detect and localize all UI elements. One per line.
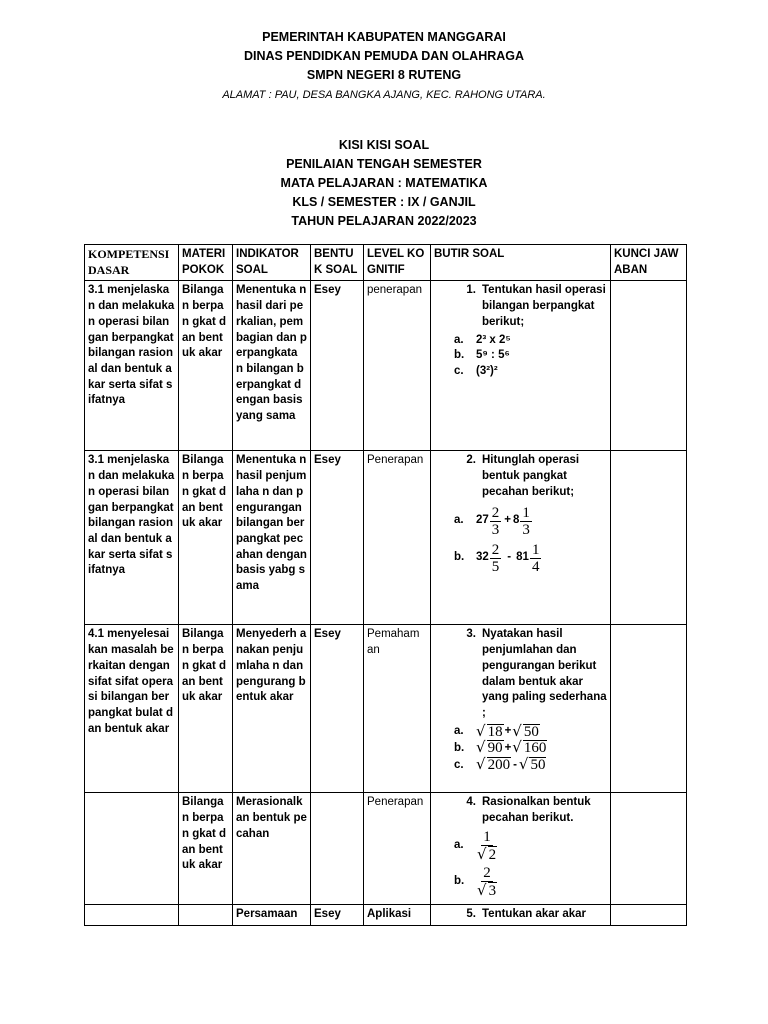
indikator-cell: Merasionalk an bentuk pecahan bbox=[233, 793, 311, 905]
fraction-denominator-radical: √ 3 bbox=[477, 880, 497, 899]
option-item bbox=[454, 505, 607, 538]
indikator-cell: Menyederh anakan penjumlaha n dan pengurang bentuk akar bbox=[233, 625, 311, 793]
question-options bbox=[434, 829, 607, 899]
level-kognitif-cell: Aplikasi bbox=[364, 905, 431, 926]
question-text: Hitunglah operasi bentuk pangkat pecahan berikut; bbox=[482, 454, 580, 498]
materi-pokok-cell: Bilanga n berpan gkat dan bentuk akar bbox=[179, 625, 233, 793]
option-label: c. bbox=[454, 758, 464, 771]
level-kognitif-cell: Pemaham an bbox=[364, 625, 431, 793]
option-label: a. bbox=[454, 725, 464, 738]
question-number: 3. bbox=[466, 628, 476, 641]
bentuk-soal-cell: Esey bbox=[311, 281, 364, 451]
level-kognitif-cell: penerapan bbox=[364, 281, 431, 451]
doc-subtitle-subject: MATA PELAJARAN : MATEMATIKA bbox=[280, 176, 488, 190]
question-number: 2. bbox=[466, 454, 476, 467]
fraction-denominator: 3 bbox=[522, 521, 530, 538]
option-operator: + bbox=[504, 741, 512, 754]
option-label: a. bbox=[454, 333, 464, 346]
fraction-denominator-radical: √ 2 bbox=[477, 844, 497, 863]
materi-pokok-cell: Bilanga n berpan gkat dan bentuk akar bbox=[179, 451, 233, 625]
butir-soal-cell bbox=[431, 281, 611, 451]
fraction-denominator: 4 bbox=[531, 558, 540, 575]
kunci-jawaban-cell bbox=[611, 905, 687, 926]
radical-expression: √ 160 bbox=[512, 738, 547, 757]
option-label: b. bbox=[454, 874, 465, 887]
doc-subtitle-assessment: PENILAIAN TENGAH SEMESTER bbox=[286, 157, 482, 171]
butir-soal-cell bbox=[431, 625, 611, 793]
level-kognitif-cell: Penerapan bbox=[364, 793, 431, 905]
option-label: b. bbox=[454, 349, 465, 362]
bentuk-soal-cell: Esey bbox=[311, 625, 364, 793]
header-address: ALAMAT : PAU, DESA BANGKA AJANG, KEC. RAHONG UTARA. bbox=[222, 89, 546, 101]
option-expression: (3²)² bbox=[476, 364, 498, 377]
fraction-numerator: 2 bbox=[491, 504, 500, 521]
option-item bbox=[454, 757, 607, 774]
radical-expression: √ 50 bbox=[518, 755, 546, 774]
header-indikator-soal: INDIKATOR SOAL bbox=[233, 245, 311, 281]
kunci-jawaban-cell bbox=[611, 451, 687, 625]
header-kunci-jawaban: KUNCI JAWABAN bbox=[611, 245, 687, 281]
question-item bbox=[434, 283, 607, 330]
header-bentuk-soal: BENTU K SOAL bbox=[311, 245, 364, 281]
doc-subtitle-class: KLS / SEMESTER : IX / GANJIL bbox=[292, 195, 476, 209]
option-item bbox=[454, 829, 607, 863]
option-base: 8 bbox=[513, 514, 520, 527]
option-operator: - bbox=[507, 551, 512, 564]
option-item bbox=[454, 333, 607, 349]
header-government: PEMERINTAH KABUPATEN MANGGARAI bbox=[262, 30, 506, 44]
indikator-cell: Menentuka n hasil penjumlaha n dan pengurangan bilangan berpangkat pecahan dengan basis yabg sama bbox=[233, 451, 311, 625]
question-item bbox=[434, 907, 607, 923]
option-expression: 2³ x 2⁵ bbox=[476, 333, 511, 346]
fraction-exponent bbox=[520, 505, 532, 538]
option-label: b. bbox=[454, 741, 465, 754]
table-row bbox=[85, 625, 687, 793]
question-text: Tentukan hasil operasi bilangan berpangkat berikut; bbox=[482, 284, 606, 328]
question-options bbox=[434, 721, 607, 774]
kisi-kisi-table bbox=[84, 244, 687, 926]
option-item bbox=[454, 348, 607, 364]
materi-pokok-cell: Bilanga n berpan gkat dan bentuk akar bbox=[179, 281, 233, 451]
kompetensi-dasar-cell: 4.1 menyelesaikan masalah berkaitan dengan sifat sifat operasi bilangan berpangkat bulat dan bentuk akar bbox=[85, 625, 179, 793]
fraction-exponent bbox=[490, 505, 502, 538]
fraction-numerator: 2 bbox=[483, 864, 491, 881]
fraction-denominator: 3 bbox=[491, 521, 500, 538]
fraction-numerator: 1 bbox=[522, 504, 530, 521]
bentuk-soal-cell bbox=[311, 793, 364, 905]
header-butir-soal: BUTIR SOAL bbox=[431, 245, 611, 281]
table-row bbox=[85, 281, 687, 451]
fraction-exponent bbox=[490, 542, 502, 575]
fraction-numerator: 1 bbox=[483, 828, 491, 845]
bentuk-soal-cell: Esey bbox=[311, 451, 364, 625]
table-row bbox=[85, 793, 687, 905]
radical-expression: √ 18 bbox=[476, 721, 503, 740]
fraction-denominator: 5 bbox=[491, 558, 500, 575]
question-number: 1. bbox=[466, 284, 476, 297]
option-item bbox=[454, 542, 607, 575]
indikator-cell: Persamaan bbox=[233, 905, 311, 926]
fraction-numerator: 1 bbox=[531, 541, 540, 558]
question-options bbox=[434, 505, 607, 575]
kunci-jawaban-cell bbox=[611, 625, 687, 793]
kompetensi-dasar-cell: 3.1 menjelaskan dan melakukan operasi bilangan berpangkat bilangan rasional dan bentuk akar serta sifat sifatnya bbox=[85, 281, 179, 451]
option-label: a. bbox=[454, 838, 464, 851]
option-operator: + bbox=[504, 514, 512, 527]
header-kompetensi-dasar: KOMPETENSI DASAR bbox=[85, 245, 179, 281]
option-base: 32 bbox=[476, 551, 489, 564]
kompetensi-dasar-cell: 3.1 menjelaskan dan melakukan operasi bilangan berpangkat bilangan rasional dan bentuk akar serta sifat sifatnya bbox=[85, 451, 179, 625]
radical-expression: √ 90 bbox=[476, 738, 503, 757]
question-text: Rasionalkan bentuk pecahan berikut. bbox=[482, 796, 591, 825]
header-materi-pokok: MATERI POKOK bbox=[179, 245, 233, 281]
doc-subtitle-year: TAHUN PELAJARAN 2022/2023 bbox=[291, 214, 477, 228]
question-number: 4. bbox=[466, 796, 476, 809]
question-text: Nyatakan hasil penjumlahan dan pengurangan berikut dalam bentuk akar yang paling sederhana ; bbox=[482, 628, 607, 719]
option-label: a. bbox=[454, 514, 464, 527]
radical-fraction bbox=[477, 865, 497, 899]
question-item bbox=[434, 627, 607, 721]
fraction-exponent bbox=[530, 542, 542, 575]
butir-soal-cell bbox=[431, 905, 611, 926]
option-operator: + bbox=[504, 725, 512, 738]
materi-pokok-cell: Bilanga n berpan gkat dan bentuk akar bbox=[179, 793, 233, 905]
question-number: 5. bbox=[466, 908, 476, 921]
header-school: SMPN NEGERI 8 RUTENG bbox=[306, 68, 462, 82]
option-operator: - bbox=[513, 758, 517, 771]
option-base: 27 bbox=[476, 514, 489, 527]
kunci-jawaban-cell bbox=[611, 281, 687, 451]
option-item bbox=[454, 364, 607, 380]
header-department: DINAS PENDIDKAN PEMUDA DAN OLAHRAGA bbox=[243, 49, 525, 63]
butir-soal-cell bbox=[431, 451, 611, 625]
question-item bbox=[434, 453, 607, 500]
radical-expression: √ 50 bbox=[512, 721, 539, 740]
question-text: Tentukan akar akar bbox=[482, 908, 586, 921]
materi-pokok-cell bbox=[179, 905, 233, 926]
table-header-row bbox=[85, 245, 687, 281]
level-kognitif-cell: Penerapan bbox=[364, 451, 431, 625]
header-level-kognitif: LEVEL KOGNITIF bbox=[364, 245, 431, 281]
radical-fraction bbox=[477, 829, 497, 863]
option-expression: 5⁹ : 5⁶ bbox=[476, 349, 510, 362]
option-base: 81 bbox=[516, 551, 529, 564]
indikator-cell: Menentuka n hasil dari perkalian, pembagian dan perpangkata n bilangan berpangkat dengan basis yang sama bbox=[233, 281, 311, 451]
table-row bbox=[85, 451, 687, 625]
question-options bbox=[434, 333, 607, 380]
butir-soal-cell bbox=[431, 793, 611, 905]
option-label: c. bbox=[454, 364, 464, 377]
question-item bbox=[434, 795, 607, 826]
fraction-numerator: 2 bbox=[491, 541, 500, 558]
kunci-jawaban-cell bbox=[611, 793, 687, 905]
table-row bbox=[85, 905, 687, 926]
kompetensi-dasar-cell bbox=[85, 905, 179, 926]
option-item bbox=[454, 865, 607, 899]
option-label: b. bbox=[454, 551, 465, 564]
radical-expression: √ 200 bbox=[476, 755, 511, 774]
kompetensi-dasar-cell bbox=[85, 793, 179, 905]
bentuk-soal-cell: Esey bbox=[311, 905, 364, 926]
doc-title: KISI KISI SOAL bbox=[338, 138, 430, 152]
